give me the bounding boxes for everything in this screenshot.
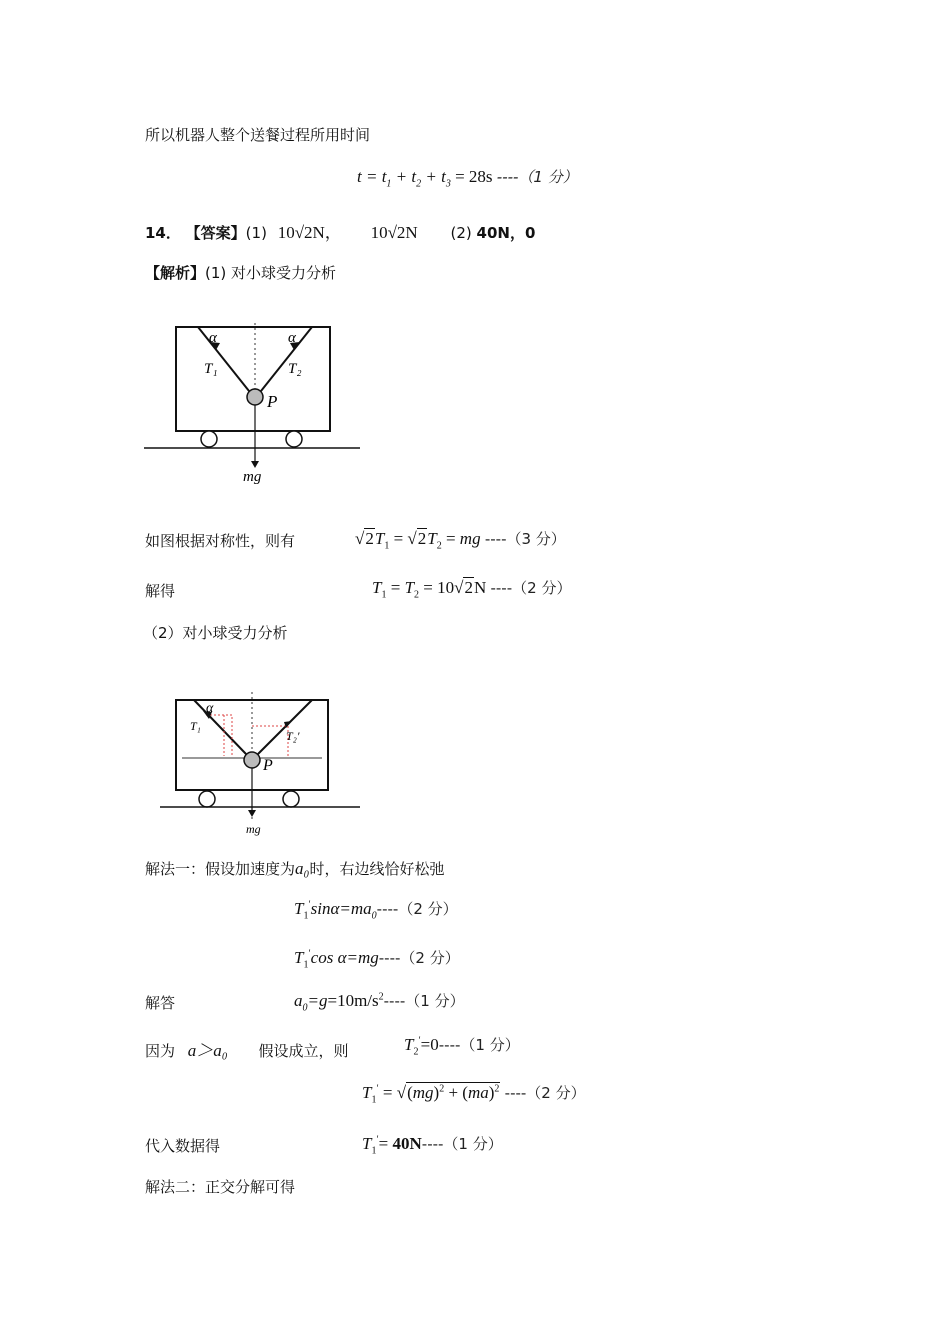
score: ----（1 分）: [496, 168, 578, 186]
answer2: 40N，0: [476, 224, 536, 242]
equation-tension: $T_1 = T_2 = 10√2N$ ----（2 分）: [372, 578, 572, 601]
equation-symmetry: $√2T_1 = √2T_2$ = mg ----（3 分）: [355, 529, 566, 552]
method1-text: 解法一：假设加速度为: [145, 860, 296, 878]
ball: [247, 389, 263, 405]
text-substitute: 代入数据得: [145, 1137, 221, 1155]
score: ----（2 分）: [376, 900, 458, 918]
analysis-part2: （2）对小球受力分析: [143, 624, 288, 642]
method1-rest: 时，右边线恰好松弛: [309, 860, 445, 878]
equation-m2: $T_1'\cos$ α=mg----（2 分）: [294, 948, 460, 971]
force-diagram-2: [140, 690, 370, 840]
alpha-label: α: [206, 701, 214, 716]
assume-text: 假设成立，则: [258, 1042, 349, 1060]
condition-line: [145, 1036, 349, 1061]
ball: [244, 752, 260, 768]
right-wheel: [286, 431, 302, 447]
answer1-a: 10√2N，: [277, 223, 342, 242]
score: ----（1 分）: [383, 992, 465, 1010]
left-wheel: [201, 431, 217, 447]
equation-m1: $T_1'\sin\alpha=ma_0----(2$ 分）: [294, 899, 458, 922]
q14-number: 14．: [145, 224, 181, 242]
score: ----（1 分）: [438, 1036, 520, 1054]
text-symmetry: 如图根据对称性，则有: [145, 532, 296, 550]
left-rope: [198, 327, 249, 391]
q14-answer: [145, 218, 535, 243]
equation-m5: $T_1' = √(mg)^2 + (ma)^2$ ----（2 分）: [362, 1083, 586, 1106]
mg-label: mg: [246, 822, 261, 836]
method1-intro: [145, 858, 444, 879]
analysis-heading: [145, 262, 336, 283]
t2-prime-label: T₂′: [286, 729, 300, 743]
right-rope: [258, 700, 312, 754]
cart-body: [176, 327, 330, 431]
score: ----（3 分）: [484, 530, 566, 548]
p-label: P: [263, 757, 273, 774]
left-wheel: [199, 791, 215, 807]
t1-label: T₁: [190, 719, 201, 733]
score: ----（1 分）: [421, 1135, 503, 1153]
equation-m3: $a_0=g=10m/s^2----(1$ 分）: [294, 991, 465, 1014]
method2-text: 解法二：正交分解可得: [145, 1178, 296, 1196]
score: ----（2 分）: [378, 949, 460, 967]
force-diagram-1: [140, 315, 370, 490]
answer-tag: 【答案】: [185, 224, 246, 242]
left-rope: [194, 700, 246, 754]
part2-label: (2): [450, 224, 472, 242]
because-cond: a＞a₀: [187, 1041, 228, 1060]
t1-label: T₁: [204, 361, 218, 377]
p-label: P: [267, 392, 278, 411]
method1-var: a₀: [295, 859, 310, 878]
equation-m4: $T_2'=0----(1$ 分）: [404, 1035, 520, 1058]
part1-label: (1): [245, 224, 267, 242]
alpha-left-label: α: [209, 330, 217, 346]
analysis-tag: 【解析】: [145, 264, 206, 282]
equation-total-time: $t = t_1 + t_2 + t_3 = 28s$ ----（1 分）: [357, 167, 578, 190]
text-total-time: 所以机器人整个送餐过程所用时间: [145, 126, 371, 144]
score: ----（2 分）: [504, 1084, 586, 1102]
alpha-right-label: α: [288, 330, 296, 346]
text-answer2: 解答: [145, 994, 176, 1012]
text-solve: 解得: [145, 582, 176, 600]
equation-m6: $T_1'= 40N----(1$ 分）: [362, 1134, 503, 1157]
mg-label: mg: [243, 469, 262, 485]
answer1-b: 10√2N: [370, 223, 418, 242]
t2-label: T₂: [288, 361, 302, 377]
right-rope: [261, 327, 312, 391]
right-wheel: [283, 791, 299, 807]
analysis-part1: (1) 对小球受力分析: [205, 264, 337, 282]
score: ----（2 分）: [490, 579, 572, 597]
because-text: 因为: [145, 1042, 176, 1060]
